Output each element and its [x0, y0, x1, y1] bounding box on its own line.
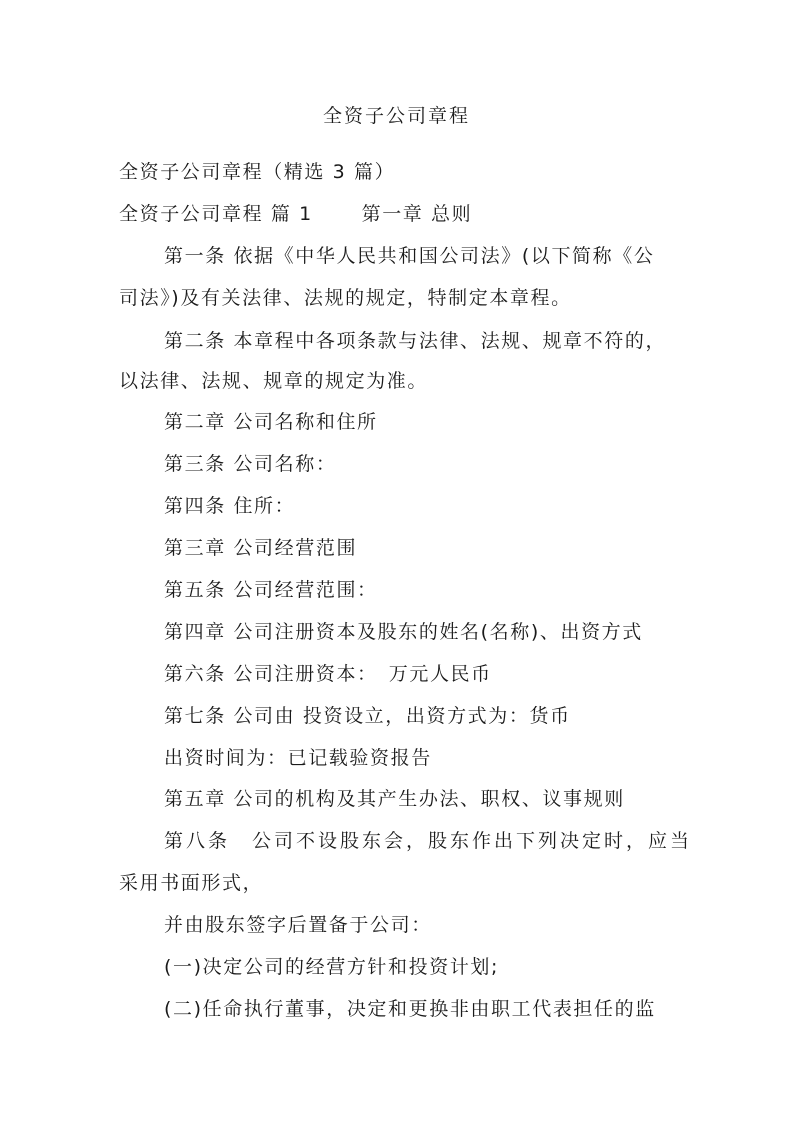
paragraph-line: 采用书面形式，	[119, 872, 264, 894]
paragraph-line: 第二条 本章程中各项条款与法律、法规、规章不符的，	[164, 330, 667, 352]
chapter-heading: 第五章 公司的机构及其产生办法、职权、议事规则	[164, 788, 625, 810]
paragraph-line: 第一条 依据《中华人民共和国公司法》(以下简称《公	[164, 245, 655, 267]
article-line: 第四条 住所：	[164, 495, 296, 517]
paragraph-line: 以法律、法规、规章的规定为准。	[119, 370, 429, 392]
paragraph-line: 并由股东签字后置备于公司：	[164, 914, 432, 936]
article-line: 出资时间为：已记载验资报告	[164, 747, 432, 769]
chapter-heading: 第三章 公司经营范围	[164, 537, 358, 559]
section-heading: 全资子公司章程 篇 1 第一章 总则	[119, 203, 473, 225]
document-title: 全资子公司章程	[322, 105, 470, 127]
article-line: 第五条 公司经营范围：	[164, 579, 378, 601]
list-item: (二)任命执行董事，决定和更换非由职工代表担任的监	[164, 998, 656, 1020]
chapter-heading: 第四章 公司注册资本及股东的姓名(名称)、出资方式	[164, 621, 643, 643]
article-line: 第三条 公司名称：	[164, 453, 337, 475]
list-item: (一)决定公司的经营方针和投资计划;	[164, 956, 500, 978]
chapter-heading: 第二章 公司名称和住所	[164, 411, 378, 433]
article-line: 第六条 公司注册资本： 万元人民币	[164, 663, 492, 685]
paragraph-line: 司法》)及有关法律、法规的规定，特制定本章程。	[119, 287, 572, 309]
paragraph-line: 第八条 公司不设股东会，股东作出下列决定时，应当	[164, 830, 693, 852]
document-subtitle: 全资子公司章程（精选 3 篇）	[119, 161, 396, 183]
article-line: 第七条 公司由 投资设立，出资方式为：货币	[164, 705, 571, 727]
